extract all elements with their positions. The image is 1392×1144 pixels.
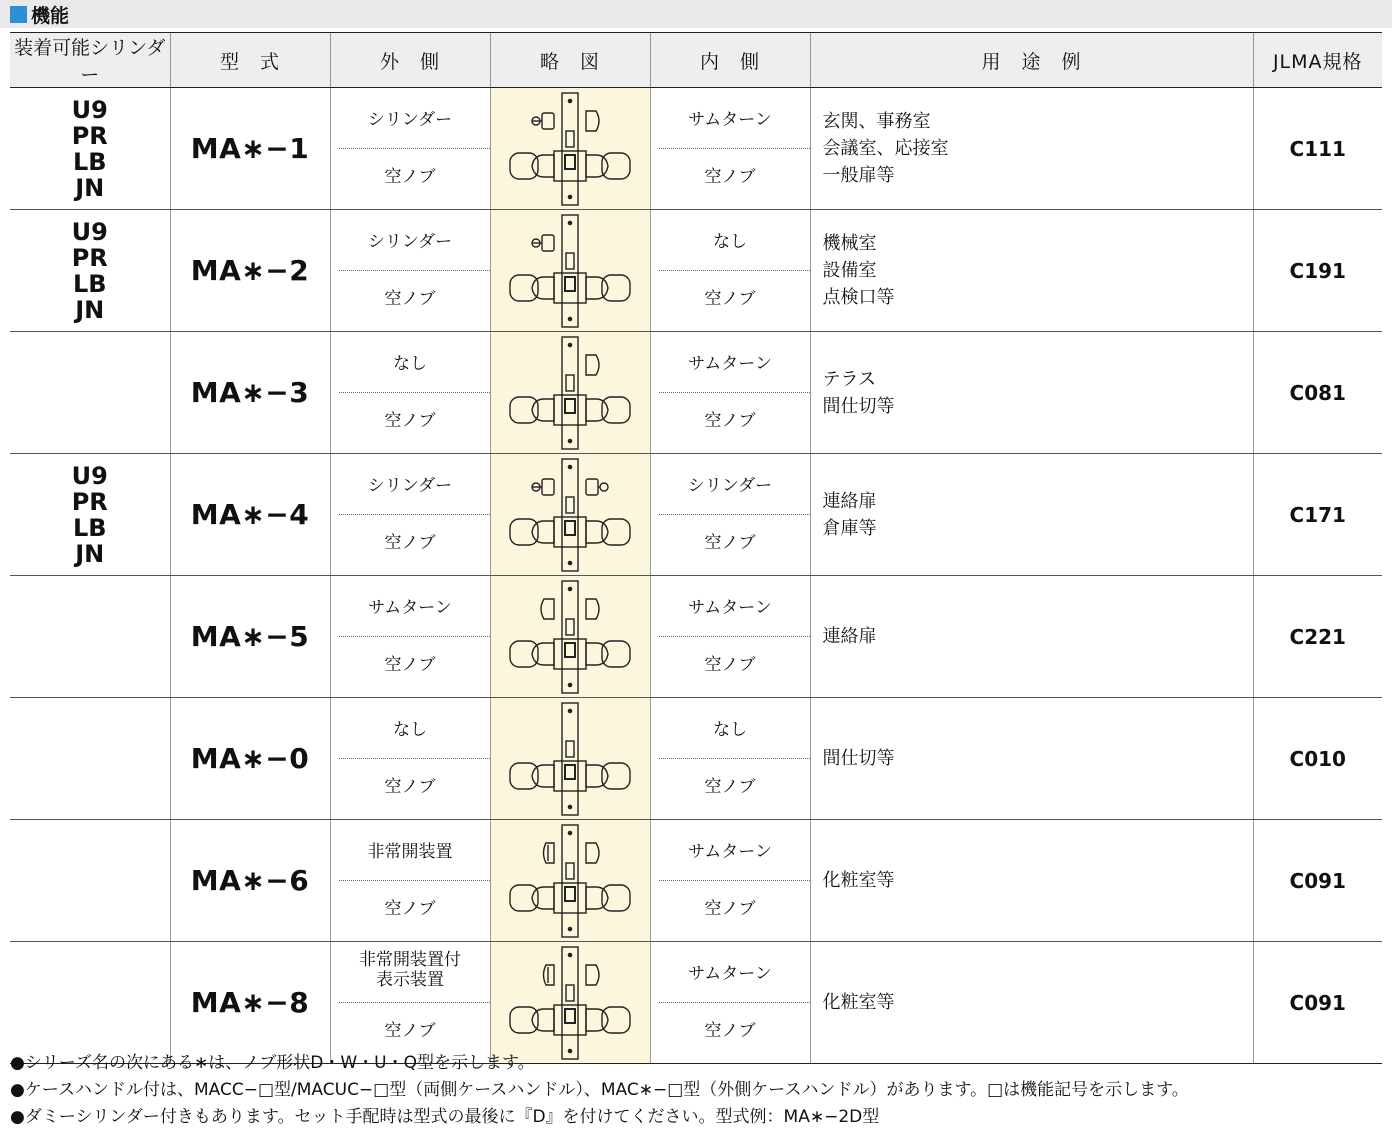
inside-top: なし	[713, 232, 747, 252]
cylinder-item: LB	[72, 269, 107, 298]
outside-top-line: 表示装置	[376, 970, 444, 990]
cylinder-item: U9	[71, 461, 108, 490]
usage-line: 化粧室等	[822, 992, 895, 1013]
inside-top: サムターン	[688, 110, 772, 130]
outside-top: サムターン	[368, 598, 452, 618]
usage-line: 間仕切等	[822, 748, 895, 769]
table-header-row	[10, 33, 1382, 88]
cylinder-list	[10, 454, 170, 576]
outside-cell	[330, 942, 490, 1064]
cylinder-item: U9	[71, 217, 108, 246]
model-name: MA∗−1	[170, 88, 330, 210]
inside-cell	[650, 210, 810, 332]
dotted-divider	[339, 270, 490, 271]
usage-cell	[810, 576, 1253, 698]
header-diagram: 略 図	[490, 33, 650, 88]
title-square-icon	[10, 6, 27, 23]
header-cylinder: 装着可能シリンダー	[10, 33, 170, 88]
cylinder-item: JN	[75, 173, 105, 202]
header-inside: 内 側	[650, 33, 810, 88]
usage-line: 間仕切等	[822, 395, 895, 417]
cylinder-item: PR	[71, 487, 108, 516]
dotted-divider	[659, 1002, 810, 1003]
outside-cell	[330, 332, 490, 454]
dotted-divider	[659, 880, 810, 881]
outside-top: シリンダー	[367, 476, 453, 496]
inside-bottom: 空ノブ	[704, 777, 756, 797]
usage-line: テラス	[822, 368, 876, 390]
cylinder-item: JN	[75, 539, 105, 568]
inside-bottom: 空ノブ	[704, 167, 756, 187]
lock-diagram	[490, 210, 650, 332]
lock-diagram	[490, 454, 650, 576]
jlma-code: C091	[1253, 820, 1382, 942]
outside-cell	[330, 88, 490, 210]
cylinder-list	[10, 942, 170, 1064]
outside-top: なし	[393, 720, 427, 740]
section-title-bar	[0, 0, 1392, 28]
lock-diagram	[490, 942, 650, 1064]
usage-cell	[810, 332, 1253, 454]
lock-diagram	[490, 698, 650, 820]
model-name: MA∗−4	[170, 454, 330, 576]
usage-cell	[810, 698, 1253, 820]
cylinder-list	[10, 88, 170, 210]
outside-bottom: 空ノブ	[384, 1021, 436, 1041]
outside-cell	[330, 454, 490, 576]
table-row	[10, 454, 1382, 576]
notes	[10, 1050, 1382, 1131]
outside-top	[331, 950, 490, 990]
outside-top: シリンダー	[367, 232, 453, 252]
lock-diagram-icon	[506, 335, 634, 451]
jlma-code: C191	[1253, 210, 1382, 332]
outside-bottom: 空ノブ	[384, 167, 436, 187]
cylinder-item: JN	[75, 295, 105, 324]
header-jlma: JLMA規格	[1253, 33, 1382, 88]
outside-cell	[330, 576, 490, 698]
function-table	[10, 32, 1382, 1064]
table-row	[10, 698, 1382, 820]
cylinder-item: U9	[71, 95, 108, 124]
usage-cell	[810, 820, 1253, 942]
usage-line: 倉庫等	[822, 517, 877, 539]
header-usage: 用 途 例	[810, 33, 1253, 88]
dotted-divider	[659, 758, 810, 759]
inside-cell	[650, 942, 810, 1064]
lock-diagram-icon	[506, 457, 634, 573]
model-name: MA∗−0	[170, 698, 330, 820]
usage-cell	[810, 942, 1253, 1064]
usage-line: 機械室	[822, 233, 877, 254]
cylinder-list	[10, 210, 170, 332]
dotted-divider	[339, 880, 490, 881]
cylinder-item: PR	[71, 121, 108, 150]
model-name: MA∗−8	[170, 942, 330, 1064]
inside-top: サムターン	[688, 598, 772, 618]
usage-line: 連絡扉	[822, 626, 877, 647]
dotted-divider	[339, 392, 490, 393]
cylinder-list	[10, 576, 170, 698]
usage-line: 化粧室等	[822, 870, 895, 891]
outside-cell	[330, 210, 490, 332]
outside-bottom: 空ノブ	[384, 533, 436, 553]
header-model: 型 式	[170, 33, 330, 88]
inside-bottom: 空ノブ	[704, 1021, 756, 1041]
inside-top: サムターン	[688, 964, 772, 984]
jlma-code: C081	[1253, 332, 1382, 454]
usage-line: 一般扉等	[822, 165, 895, 186]
outside-bottom: 空ノブ	[384, 655, 436, 675]
dotted-divider	[339, 1002, 490, 1003]
outside-bottom: 空ノブ	[384, 777, 436, 797]
inside-top: なし	[713, 720, 747, 740]
outside-bottom: 空ノブ	[384, 899, 436, 919]
inside-cell	[650, 576, 810, 698]
model-name: MA∗−2	[170, 210, 330, 332]
lock-diagram	[490, 88, 650, 210]
table-row	[10, 88, 1382, 210]
model-name: MA∗−5	[170, 576, 330, 698]
jlma-code: C111	[1253, 88, 1382, 210]
table-row	[10, 576, 1382, 698]
lock-diagram	[490, 576, 650, 698]
dotted-divider	[659, 148, 810, 149]
lock-diagram	[490, 820, 650, 942]
lock-diagram-icon	[506, 213, 634, 329]
outside-top-line: 非常開装置付	[359, 950, 461, 970]
cylinder-list	[10, 820, 170, 942]
usage-line: 玄関、事務室	[822, 111, 931, 132]
header-outside: 外 側	[330, 33, 490, 88]
lock-diagram-icon	[506, 701, 634, 817]
inside-bottom: 空ノブ	[704, 655, 756, 675]
cylinder-item: PR	[71, 243, 108, 272]
table-row	[10, 332, 1382, 454]
dotted-divider	[339, 148, 490, 149]
cylinder-item: LB	[72, 513, 107, 542]
lock-diagram-icon	[506, 945, 634, 1061]
cylinder-item: LB	[72, 147, 107, 176]
jlma-code: C010	[1253, 698, 1382, 820]
inside-cell	[650, 88, 810, 210]
usage-cell	[810, 210, 1253, 332]
dotted-divider	[659, 392, 810, 393]
dotted-divider	[339, 636, 490, 637]
inside-cell	[650, 332, 810, 454]
dotted-divider	[659, 270, 810, 271]
usage-cell	[810, 88, 1253, 210]
outside-bottom: 空ノブ	[384, 289, 436, 309]
inside-bottom: 空ノブ	[704, 899, 756, 919]
dotted-divider	[659, 514, 810, 515]
lock-diagram-icon	[506, 91, 634, 207]
jlma-code: C091	[1253, 942, 1382, 1064]
table-row	[10, 942, 1382, 1064]
outside-bottom: 空ノブ	[384, 411, 436, 431]
inside-top: シリンダー	[687, 476, 773, 496]
outside-top: なし	[393, 354, 427, 374]
outside-cell	[330, 698, 490, 820]
model-name: MA∗−3	[170, 332, 330, 454]
inside-top: サムターン	[688, 842, 772, 862]
usage-line: 会議室、応接室	[822, 138, 949, 159]
model-name: MA∗−6	[170, 820, 330, 942]
note-line: ●ダミーシリンダー付きもあります。セット手配時は型式の最後に『D』を付けてください。型式例：MA∗−2D型	[10, 1107, 880, 1127]
inside-bottom: 空ノブ	[704, 289, 756, 309]
usage-line: 点検口等	[822, 287, 895, 308]
inside-cell	[650, 698, 810, 820]
usage-cell	[810, 454, 1253, 576]
section-title: 機能	[31, 4, 70, 27]
inside-cell	[650, 820, 810, 942]
cylinder-list	[10, 698, 170, 820]
usage-line: 設備室	[822, 260, 877, 281]
inside-bottom: 空ノブ	[704, 533, 756, 553]
lock-diagram-icon	[506, 579, 634, 695]
table-row	[10, 820, 1382, 942]
cylinder-list	[10, 332, 170, 454]
outside-cell	[330, 820, 490, 942]
dotted-divider	[339, 514, 490, 515]
lock-diagram	[490, 332, 650, 454]
dotted-divider	[339, 758, 490, 759]
table-row	[10, 210, 1382, 332]
dotted-divider	[659, 636, 810, 637]
note-line: ●ケースハンドル付は、MACC−□型/MACUC−□型（両側ケースハンドル）、MAC∗−□型（外側ケースハンドル）があります。□は機能記号を示します。	[10, 1080, 1189, 1100]
note-line: ●シリーズ名の次にある∗は、ノブ形状D・W・U・Q型を示します。	[10, 1053, 535, 1073]
outside-top: 非常開装置	[367, 842, 453, 862]
inside-bottom: 空ノブ	[704, 411, 756, 431]
outside-top: シリンダー	[367, 110, 453, 130]
inside-cell	[650, 454, 810, 576]
jlma-code: C171	[1253, 454, 1382, 576]
jlma-code: C221	[1253, 576, 1382, 698]
inside-top: サムターン	[688, 354, 772, 374]
usage-line: 連絡扉	[822, 490, 877, 512]
lock-diagram-icon	[506, 823, 634, 939]
